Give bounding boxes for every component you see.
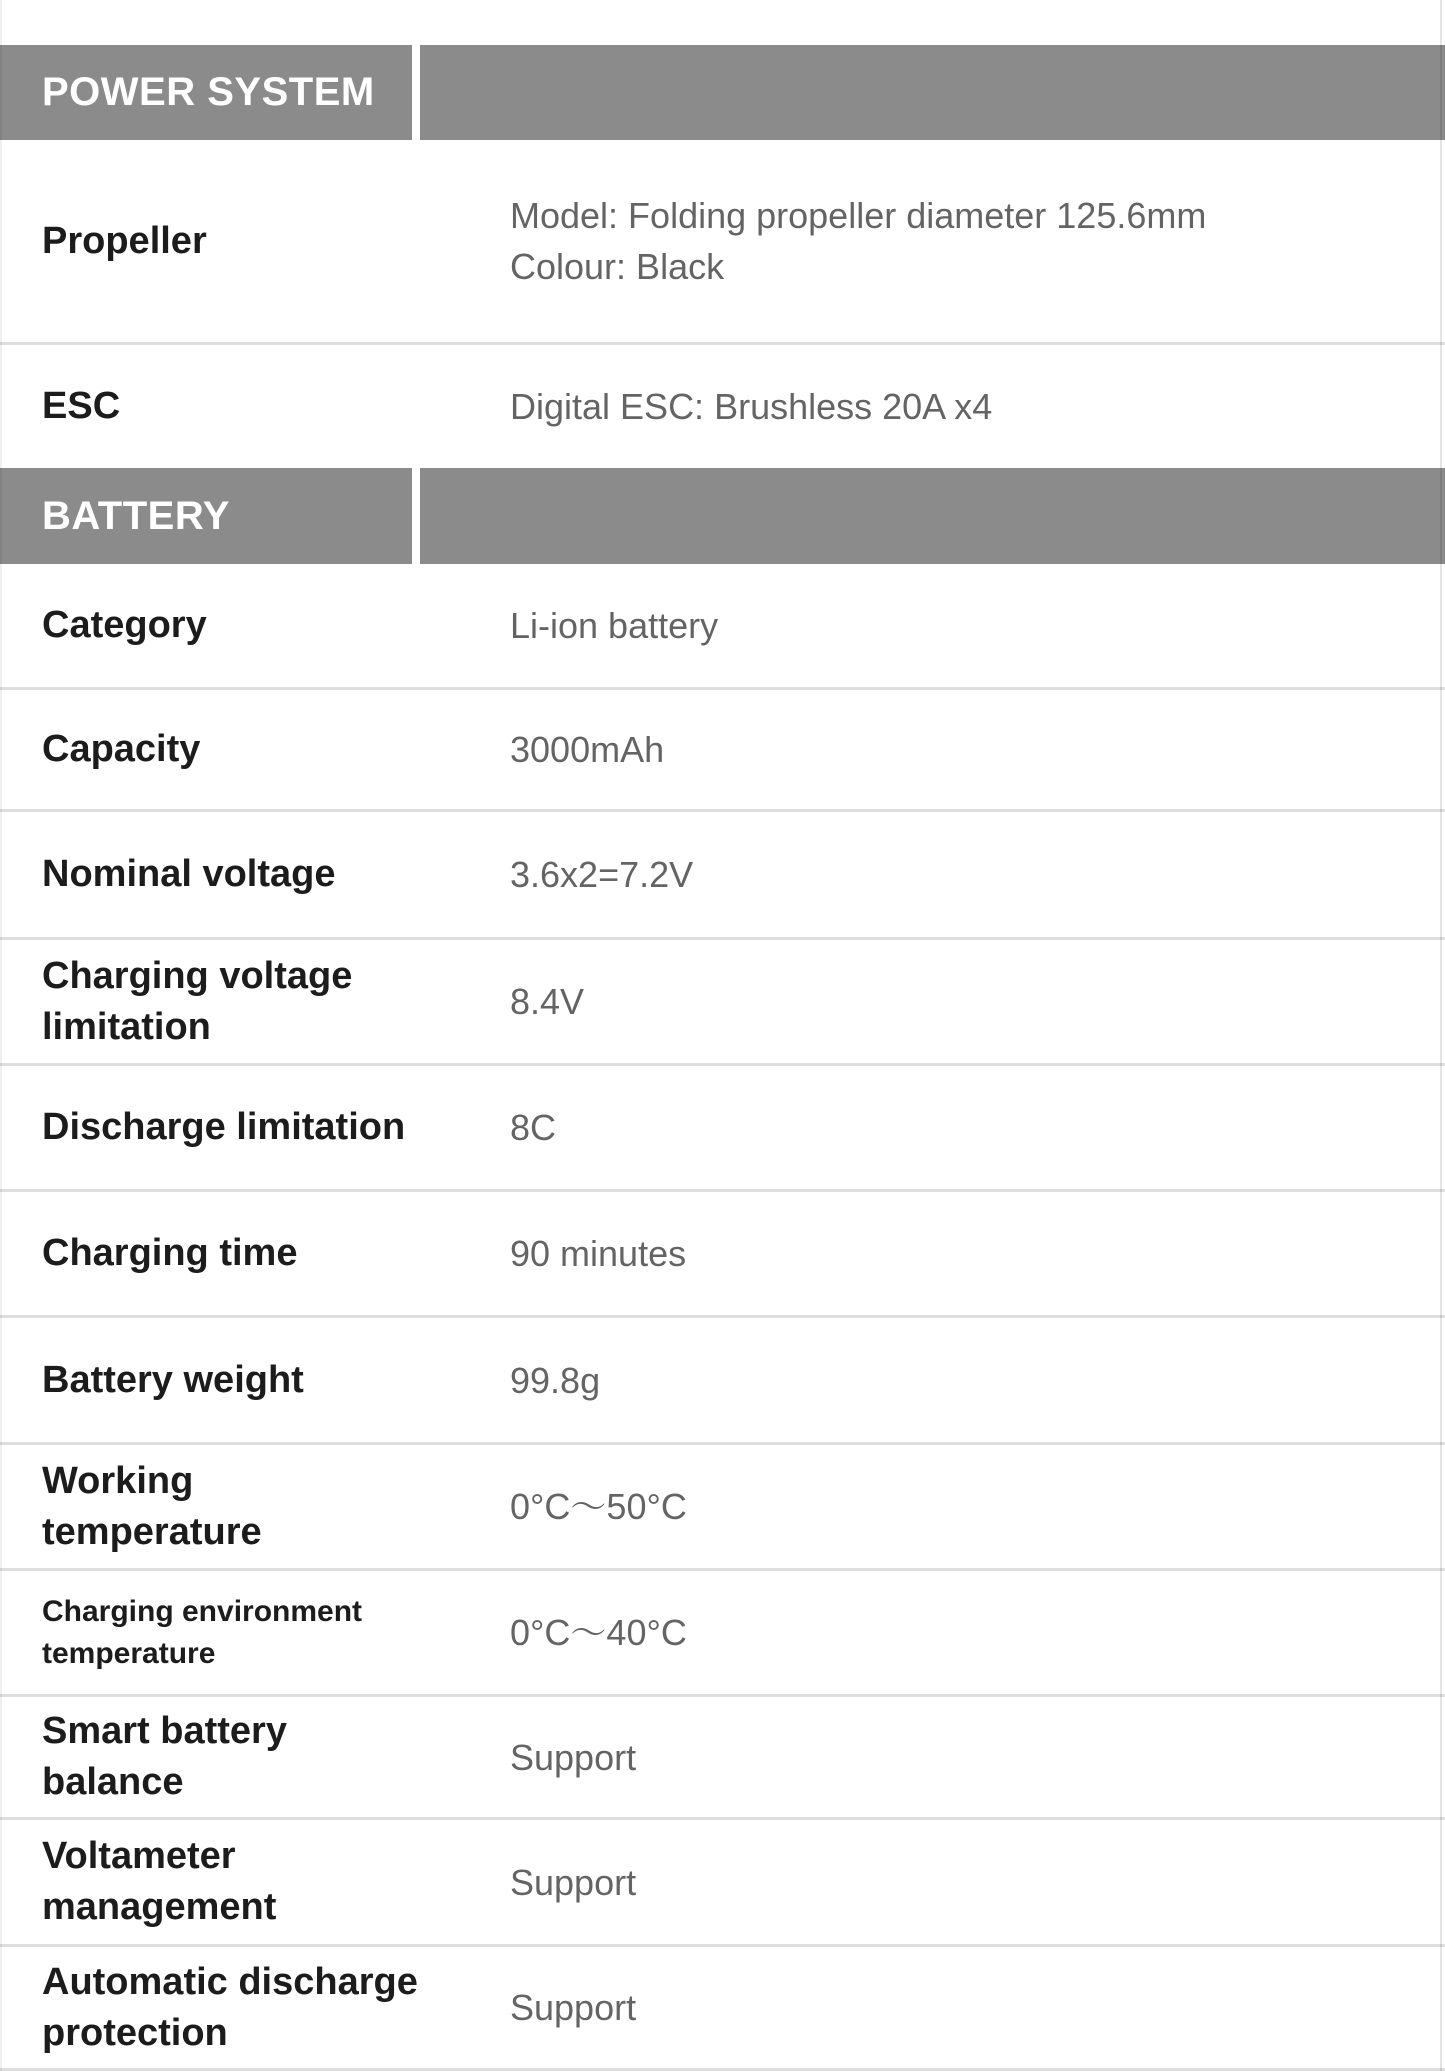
section-header-fill [420, 468, 1445, 564]
spec-row-automatic-discharge-protection [0, 1947, 1445, 2071]
spec-value-line: Colour: Black [510, 246, 725, 287]
spec-row-working-temperature [0, 1445, 1445, 1571]
section-title: BATTERY [42, 493, 230, 538]
spec-value-text: 3000mAh [510, 729, 665, 770]
spec-label-text: Discharge limitation [42, 1106, 406, 1148]
spec-row-capacity [0, 690, 1445, 812]
spec-value [510, 976, 1445, 1027]
spec-label [0, 600, 510, 651]
page-right-edge [1440, 0, 1442, 2071]
section-header-title-cell [0, 468, 412, 564]
spec-label-line: Automatic discharge [42, 1960, 418, 2003]
spec-row-category [0, 564, 1445, 690]
spec-label [0, 1706, 510, 1808]
spec-label [0, 724, 510, 775]
spec-value-text: Support [510, 1861, 637, 1903]
spec-label-line: protection [42, 2011, 228, 2054]
spec-label-line: limitation [42, 1005, 211, 1048]
spec-value-text: 90 minutes [510, 1233, 687, 1274]
spec-row-charging-voltage-limitation [0, 940, 1445, 1066]
spec-label [0, 381, 510, 432]
spec-label-line: Charging environment [42, 1594, 363, 1628]
spec-value-text: Support [510, 1987, 637, 2028]
spec-row-nominal-voltage [0, 812, 1445, 940]
spec-value-line: Model: Folding propeller diameter 125.6mm [510, 195, 1207, 236]
section-header-gap [412, 45, 420, 140]
spec-value [510, 1607, 1445, 1658]
spec-row-discharge-limitation [0, 1066, 1445, 1192]
section-title: POWER SYSTEM [42, 70, 375, 114]
spec-row-propeller [0, 140, 1445, 345]
spec-value [510, 724, 1445, 775]
section-header-title-cell [0, 45, 412, 140]
spec-value-text: 3.6x2=7.2V [510, 854, 694, 895]
spec-value [510, 190, 1445, 292]
spec-value [510, 1982, 1445, 2033]
spec-label-text: Capacity [42, 728, 201, 770]
spec-value [510, 1102, 1445, 1153]
top-margin [0, 0, 1445, 45]
spec-value-text: Li-ion battery [510, 605, 719, 646]
section-header-battery [0, 468, 1445, 564]
spec-row-battery-weight [0, 1318, 1445, 1445]
spec-value [510, 1481, 1445, 1532]
spec-value-text: 99.8g [510, 1359, 601, 1401]
spec-label-text: Propeller [42, 219, 207, 262]
section-header-fill [420, 45, 1445, 140]
spec-value [510, 1355, 1445, 1406]
spec-label-text: Battery weight [42, 1358, 304, 1401]
section-header-gap [412, 468, 420, 564]
spec-label [0, 1831, 510, 1933]
spec-label-line: temperature [42, 1636, 216, 1670]
spec-row-charging-time [0, 1192, 1445, 1318]
spec-value [510, 600, 1445, 651]
spec-label [0, 951, 510, 1053]
section-header-power-system [0, 45, 1445, 140]
spec-row-voltameter-management [0, 1820, 1445, 1947]
spec-row-smart-battery-balance [0, 1697, 1445, 1820]
spec-label [0, 1102, 510, 1153]
page-left-edge [0, 0, 2, 2071]
spec-value [510, 1228, 1445, 1279]
spec-label-text: ESC [42, 385, 121, 427]
spec-value-text: 0°C～40°C [510, 1612, 687, 1653]
spec-value [510, 1857, 1445, 1908]
spec-label-line: Smart battery [42, 1710, 287, 1752]
spec-label-line: balance [42, 1761, 184, 1803]
spec-value [510, 849, 1445, 900]
spec-label-line: temperature [42, 1510, 262, 1553]
spec-value [510, 381, 1445, 432]
spec-value-text: 8.4V [510, 981, 585, 1022]
spec-row-charging-environment-temperature [0, 1571, 1445, 1697]
spec-label [0, 1355, 510, 1406]
spec-label-line: management [42, 1886, 277, 1928]
spec-label-line: Charging voltage [42, 954, 353, 997]
spec-label [0, 216, 510, 267]
spec-value-text: 0°C～50°C [510, 1486, 687, 1527]
spec-value-text: 8C [510, 1107, 557, 1148]
spec-label-text: Category [42, 604, 207, 646]
spec-label-line: Voltameter [42, 1835, 236, 1877]
spec-label [0, 1957, 510, 2059]
spec-row-esc [0, 345, 1445, 468]
spec-label [0, 1228, 510, 1279]
spec-label [0, 1456, 510, 1558]
spec-value [510, 1732, 1445, 1783]
spec-label-text: Charging time [42, 1232, 298, 1274]
spec-label-text: Nominal voltage [42, 853, 336, 895]
spec-label [0, 1591, 510, 1675]
spec-label [0, 849, 510, 900]
spec-value-text: Support [510, 1736, 637, 1778]
spec-label-line: Working [42, 1459, 194, 1502]
spec-value-text: Digital ESC: Brushless 20A x4 [510, 386, 993, 427]
